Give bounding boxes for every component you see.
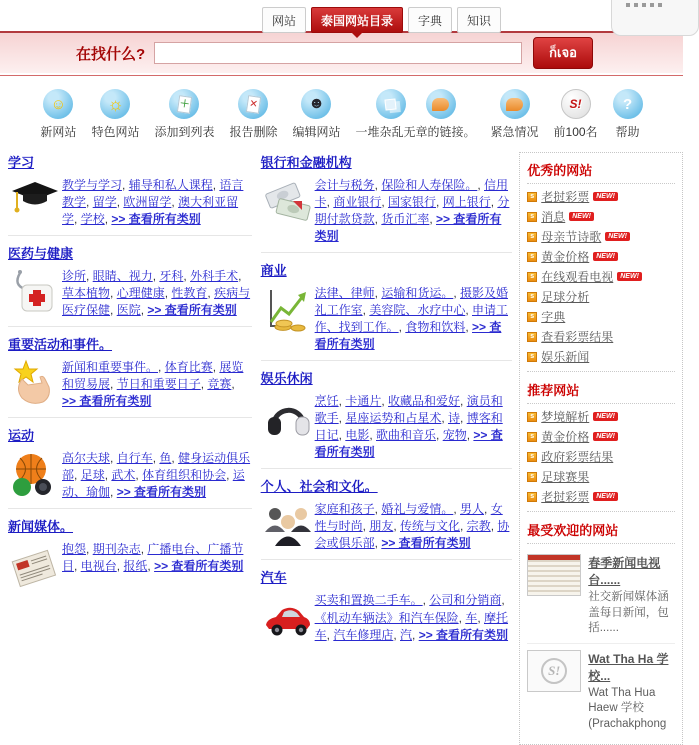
sidebar-link-item	[527, 468, 675, 485]
category-link[interactable]: 语言教学	[62, 178, 244, 210]
category-news-media	[8, 516, 252, 596]
tab-dictionary[interactable]: 字典	[408, 7, 452, 33]
links-pile-icon	[376, 89, 406, 119]
category-link[interactable]: 家庭和孩子	[314, 502, 375, 517]
sidebar	[519, 152, 683, 745]
sidebar-link-item	[527, 308, 675, 325]
category-link[interactable]: 疾病与医疗保健	[62, 286, 251, 318]
toolbar-item-icons	[154, 89, 214, 119]
medical-kit-icon	[8, 268, 62, 316]
car-icon	[261, 592, 315, 640]
category-links: 新闻和重要事件。, 体育比赛, 展览和贸易展, 节日和重要日子, 竞赛, >> 查看所有类别	[62, 360, 244, 409]
site-tabs	[262, 7, 501, 33]
sidebar-link-item	[527, 208, 675, 225]
see-all-categories-link[interactable]: >> 查看所有类别	[314, 212, 502, 244]
toolbar-item-label: 一堆杂乱无章的链接。	[355, 125, 476, 139]
new-badge: NEW!	[605, 232, 630, 241]
search-band	[0, 31, 683, 73]
banknotes-icon	[261, 177, 315, 225]
partial-text	[626, 3, 666, 7]
tab-websites[interactable]: 网站	[262, 7, 306, 33]
sidebar-link-item	[527, 228, 675, 245]
see-all-categories-link[interactable]: >> 查看所有类别	[314, 320, 502, 352]
toolbar-item-label: 编辑网站	[292, 125, 341, 139]
people-icon	[261, 501, 315, 549]
hand-star-icon	[8, 359, 62, 407]
sidebar-link[interactable]: 消息	[541, 210, 566, 224]
toolbar-item-featured-sites[interactable]	[91, 89, 139, 140]
category-link[interactable]: 运动、瑜伽	[62, 468, 245, 500]
category-link[interactable]: 申请工作、找到工作。	[314, 303, 509, 335]
top-tab-bar	[0, 0, 683, 31]
category-link[interactable]: 摄影及婚礼工作室	[314, 286, 509, 318]
category-link[interactable]: 节日和重要日子	[116, 377, 201, 392]
category-title-link[interactable]: 娱乐休闲	[260, 371, 313, 387]
site-bullet-icon: s	[527, 292, 537, 302]
see-all-categories-link[interactable]: >> 查看所有类别	[381, 536, 471, 551]
see-all-categories-link[interactable]: >> 查看所有类别	[418, 627, 509, 642]
sidebar-link-item	[527, 288, 675, 305]
site-bullet-icon: s	[527, 332, 537, 342]
category-link[interactable]: 美容院、水疗中心	[369, 303, 466, 318]
category-title-link[interactable]: 医药与健康	[8, 246, 74, 262]
category-link[interactable]: 学校	[80, 212, 105, 227]
category-link[interactable]: 摩托车	[314, 610, 509, 642]
edit-site-icon: ☻	[301, 89, 331, 119]
search-question-label: 在找什么?	[76, 45, 146, 63]
category-link[interactable]: 信用卡	[314, 178, 509, 210]
category-title-link[interactable]: 汽车	[260, 570, 287, 586]
help-icon: ?	[613, 89, 643, 119]
main-content	[0, 148, 683, 745]
sidebar-link-item	[527, 428, 675, 445]
category-link[interactable]: 运输和货运。	[381, 286, 454, 301]
category-link[interactable]: 高尔夫球	[62, 451, 111, 466]
category-banking-finance	[261, 152, 513, 253]
see-all-categories-link[interactable]: >> 查看所有类别	[62, 394, 152, 409]
s-logo: S!	[541, 658, 567, 684]
category-link[interactable]: 会计与税务	[314, 178, 375, 192]
category-link[interactable]: 电视台	[80, 559, 117, 574]
new-badge: NEW!	[593, 252, 618, 261]
category-link[interactable]: 女性与时尚	[314, 502, 503, 534]
dead-link-bubble-icon	[426, 89, 456, 119]
popular-site-spring-news-tv	[527, 548, 675, 644]
toolbar-item-label: 报告删除	[229, 125, 278, 139]
category-link[interactable]: 抱怨	[62, 542, 87, 557]
category-link[interactable]: 法律、律师	[314, 286, 375, 301]
site-bullet-icon: s	[527, 232, 537, 242]
new-badge: NEW!	[593, 432, 618, 441]
category-medicine-health	[8, 243, 252, 327]
featured-site-icon: ☼	[100, 89, 130, 119]
toolbar-item-report-removal[interactable]	[229, 89, 277, 140]
new-badge: NEW!	[593, 412, 618, 421]
toolbar-item-edit-site[interactable]	[292, 89, 340, 140]
category-body	[261, 177, 513, 245]
top100-icon: S!	[561, 89, 591, 119]
see-all-categories-link[interactable]: >> 查看所有类别	[314, 428, 503, 460]
category-link[interactable]: 展览和贸易展	[62, 360, 244, 392]
category-link[interactable]: 烹饪	[314, 394, 339, 409]
sidebar-link-item	[527, 268, 675, 285]
category-link[interactable]: 牙科	[159, 269, 184, 284]
news-site-thumbnail[interactable]	[527, 554, 581, 596]
site-bullet-icon: s	[527, 212, 537, 222]
add-to-list-icon: ＋	[169, 89, 199, 119]
sidebar-link-item	[527, 248, 675, 265]
category-link[interactable]: 歌曲和音乐	[376, 428, 437, 443]
category-body	[261, 393, 513, 461]
category-link[interactable]: 商业银行	[333, 195, 382, 210]
category-link[interactable]: 澳大利亚留学	[62, 195, 239, 227]
category-link[interactable]: 汽	[400, 627, 413, 642]
toolbar-item-label: 特色网站	[91, 125, 140, 139]
site-bullet-icon: s	[527, 252, 537, 262]
sidebar-section-title: 最受欢迎的网站	[527, 517, 675, 544]
category-link[interactable]: 新闻和重要事件。	[62, 360, 159, 375]
category-links: 高尔夫球, 自行车, 鱼, 健身运动俱乐部, 足球, 武术, 体育组织和协会, 运动、瑜伽, >> 查看所有类别	[62, 451, 251, 500]
category-body	[8, 177, 252, 228]
site-bullet-icon: s	[527, 352, 537, 362]
category-links: 家庭和孩子, 婚礼与爱情。, 男人, 女性与时尚, 朋友, 传统与文化, 宗教, 协会或俱乐部, >> 查看所有类别	[314, 502, 510, 551]
sidebar-link[interactable]: 黄金价格	[541, 430, 590, 444]
graduation-cap-icon	[8, 177, 62, 225]
popular-site-desc: 社交新闻媒体涵盖每日新闻，包括......	[588, 591, 669, 635]
toolbar-item-icons	[40, 89, 76, 119]
popular-site-wat-tha-ha-school	[527, 644, 675, 739]
category-link[interactable]: 辅导和私人课程	[128, 178, 213, 192]
category-link[interactable]: 货币汇率	[381, 212, 430, 227]
sidebar-section-most-popular-sites	[527, 511, 675, 738]
category-link[interactable]: 教学与学习	[62, 178, 123, 192]
category-link[interactable]: 期刊杂志	[92, 542, 141, 557]
toolbar-item-icons	[356, 89, 476, 119]
see-all-categories-link[interactable]: >> 查看所有类别	[116, 485, 207, 500]
category-link[interactable]: 体育组织和协会	[142, 468, 227, 483]
category-entertainment	[261, 368, 513, 469]
toolbar-item-icons	[613, 89, 643, 119]
headphones-icon	[261, 393, 315, 441]
category-link[interactable]: 眼睛、视力	[92, 269, 153, 284]
category-links: 教学与学习, 辅导和私人课程, 语言教学, 留学, 欧洲留学, 澳大利亚留学, 学校, >> 查看所有类别	[62, 178, 244, 227]
category-link[interactable]: 保险和人寿保险。	[381, 178, 478, 192]
category-link[interactable]: 公司和分销商	[429, 593, 502, 608]
site-bullet-icon: s	[527, 432, 537, 442]
sidebar-link[interactable]: 足球赛果	[541, 470, 590, 484]
site-bullet-icon: s	[527, 412, 537, 422]
toolbar-item-icons	[91, 89, 139, 119]
toolbar-item-icons	[491, 89, 539, 119]
category-link[interactable]: 买卖和置换二手车。	[314, 593, 423, 608]
category-link[interactable]: 自行车	[116, 451, 153, 466]
category-link[interactable]: 竞赛	[207, 377, 232, 392]
category-link[interactable]: 报纸	[123, 559, 148, 574]
report-delete-icon: ✕	[238, 89, 268, 119]
toolbar-item-add-to-list[interactable]	[154, 89, 214, 140]
category-automotive	[261, 567, 513, 650]
category-link[interactable]: 分期付款贷款	[314, 195, 510, 227]
category-business	[261, 260, 513, 361]
category-link[interactable]: 草本植物	[62, 286, 111, 301]
category-link[interactable]: 婚礼与爱情。	[381, 502, 454, 517]
category-link[interactable]: 网上银行	[442, 195, 491, 210]
category-link[interactable]: 卡通片	[345, 394, 382, 409]
sidebar-link-item	[527, 448, 675, 465]
site-bullet-icon: s	[527, 192, 537, 202]
toolbar-item-label: 前100名	[553, 125, 598, 139]
sidebar-link[interactable]: 母亲节诗歌	[541, 230, 602, 244]
top-right-partial-panel[interactable]	[611, 0, 699, 36]
sidebar-link[interactable]: 政府彩票结果	[541, 450, 614, 464]
new-site-icon: ☺	[43, 89, 73, 119]
category-body	[8, 359, 252, 410]
category-links: 烹饪, 卡通片, 收藏品和爱好, 演员和歌手, 星座运势和占星术, 诗, 博客和日记, 电影, 歌曲和音乐, 宠物, >> 查看所有类别	[314, 394, 503, 460]
toolbar-item-label: 新网站	[40, 125, 77, 139]
category-body	[8, 541, 252, 589]
sidebar-link[interactable]: 梦境解析	[541, 410, 590, 424]
category-link[interactable]: 欧洲留学	[123, 195, 172, 210]
category-title-link[interactable]: 学习	[8, 155, 35, 170]
category-link[interactable]: 诗	[448, 411, 461, 426]
sidebar-link-item	[527, 188, 675, 205]
category-link[interactable]: 健身运动俱乐部	[62, 451, 251, 483]
toolbar-item-label: 帮助	[615, 125, 640, 139]
category-title-link[interactable]: 银行和金融机构	[260, 155, 352, 170]
category-link[interactable]: 男人	[460, 502, 485, 517]
quick-links-toolbar	[0, 76, 683, 148]
toolbar-item-label: 添加到列表	[154, 125, 215, 139]
see-all-categories-link[interactable]: >> 查看所有类别	[111, 212, 201, 227]
toolbar-item-messy-links[interactable]	[356, 89, 476, 140]
category-body	[261, 285, 513, 353]
category-link[interactable]: 诊所	[62, 269, 87, 284]
tab-thai-site-directory[interactable]: 泰国网站目录	[311, 7, 403, 33]
toolbar-item-help[interactable]	[613, 89, 643, 140]
category-link[interactable]: 性教育	[171, 286, 208, 301]
category-column-middle	[261, 152, 513, 658]
category-link[interactable]: 宠物	[442, 428, 467, 443]
category-link[interactable]: 留学	[92, 195, 117, 210]
toolbar-item-icons	[554, 89, 598, 119]
category-link[interactable]: 朋友	[369, 519, 394, 534]
site-bullet-icon: s	[527, 452, 537, 462]
search-input[interactable]	[154, 42, 522, 64]
new-badge: NEW!	[569, 212, 594, 221]
popular-site-text	[588, 554, 675, 637]
tab-knowledge[interactable]: 知识	[457, 7, 501, 33]
toolbar-item-label: 紧急情况	[490, 125, 539, 139]
category-link[interactable]: 传统与文化	[400, 519, 461, 534]
new-badge: NEW!	[617, 272, 642, 281]
sidebar-section-excellent-sites	[527, 157, 675, 365]
category-link[interactable]: 收藏品和爱好	[388, 394, 461, 409]
category-link[interactable]: 心理健康	[116, 286, 165, 301]
category-study	[8, 152, 252, 236]
site-bullet-icon: s	[527, 472, 537, 482]
search-submit-button[interactable]: ก็เจอ	[533, 37, 593, 69]
s-logo-thumbnail[interactable]	[527, 650, 581, 692]
popular-site-title[interactable]: Wat Tha Ha 学校...	[588, 651, 669, 683]
category-society-culture	[261, 476, 513, 560]
category-link[interactable]: 武术	[111, 468, 136, 483]
sidebar-link-item	[527, 488, 675, 505]
popular-site-desc: Wat Tha Hua Haew 学校 (Prachakphong	[588, 686, 667, 730]
sidebar-link[interactable]: 在线观看电视	[541, 270, 614, 284]
category-body	[261, 592, 513, 643]
new-badge: NEW!	[593, 192, 618, 201]
urgent-bubble-icon	[500, 89, 530, 119]
sidebar-link[interactable]: 足球分析	[541, 290, 590, 304]
sidebar-link-item	[527, 328, 675, 345]
category-sports	[8, 425, 252, 509]
category-links: 诊所, 眼睛、视力, 牙科, 外科手术, 草本植物, 心理健康, 性教育, 疾病与医疗保健, 医院, >> 查看所有类别	[62, 269, 251, 318]
category-link[interactable]: 《机动车辆法》和汽车保险	[314, 610, 459, 625]
site-bullet-icon: s	[527, 312, 537, 322]
category-link[interactable]: 足球	[80, 468, 105, 483]
category-column-left	[8, 152, 252, 603]
category-title-link[interactable]: 运动	[8, 428, 35, 444]
toolbar-item-top-100[interactable]	[554, 89, 598, 140]
category-link[interactable]: 鱼	[159, 451, 172, 466]
sidebar-section-title: 推荐网站	[527, 377, 675, 404]
category-link[interactable]: 协会或俱乐部	[314, 519, 510, 551]
sidebar-link-item	[527, 408, 675, 425]
category-link[interactable]: 国家银行	[388, 195, 437, 210]
category-link[interactable]: 宗教	[466, 519, 491, 534]
sidebar-link[interactable]: 老挝彩票	[541, 490, 590, 504]
toolbar-item-urgent[interactable]	[491, 89, 539, 140]
chart-coins-icon	[261, 285, 315, 333]
sidebar-link[interactable]: 字典	[541, 310, 566, 324]
category-link[interactable]: 车	[465, 610, 478, 625]
category-title-link[interactable]: 新闻媒体。	[8, 519, 74, 535]
category-link[interactable]: 食物和饮料	[405, 320, 466, 335]
sidebar-link-item	[527, 348, 675, 365]
toolbar-item-icons	[229, 89, 277, 119]
category-body	[261, 501, 513, 552]
sidebar-link[interactable]: 查看彩票结果	[541, 330, 614, 344]
sidebar-section-recommended-sites	[527, 371, 675, 505]
basketball-icon	[8, 450, 62, 498]
category-links: 会计与税务, 保险和人寿保险。, 信用卡, 商业银行, 国家银行, 网上银行, 分期付款贷款, 货币汇率, >> 查看所有类别	[314, 178, 510, 244]
category-link[interactable]: 体育比赛	[164, 360, 213, 375]
toolbar-item-icons	[292, 89, 340, 119]
newspaper-icon	[8, 541, 62, 589]
sidebar-link[interactable]: 老挝彩票	[541, 190, 590, 204]
category-link[interactable]: 星座运势和占星术	[345, 411, 442, 426]
category-link[interactable]: 外科手术	[190, 269, 239, 284]
category-events	[8, 334, 252, 418]
toolbar-item-new-sites[interactable]	[40, 89, 76, 140]
new-badge: NEW!	[593, 492, 618, 501]
category-title-link[interactable]: 个人、社会和文化。	[260, 479, 378, 495]
site-bullet-icon: s	[527, 492, 537, 502]
category-link[interactable]: 汽车修理店	[333, 627, 394, 642]
category-link[interactable]: 演员和歌手	[314, 394, 503, 426]
category-link[interactable]: 广播电台、广播节目	[62, 542, 244, 574]
category-link[interactable]: 博客和日记	[314, 411, 503, 443]
popular-site-text	[588, 650, 675, 733]
sidebar-link[interactable]: 黄金价格	[541, 250, 590, 264]
category-links: 法律、律师, 运输和货运。, 摄影及婚礼工作室, 美容院、水疗中心, 申请工作、找到工作。, 食物和饮料, >> 查看所有类别	[314, 286, 509, 352]
sidebar-section-title: 优秀的网站	[527, 157, 675, 184]
category-links: 抱怨, 期刊杂志, 广播电台、广播节目, 电视台, 报纸, >> 查看所有类别	[62, 542, 244, 574]
see-all-categories-link[interactable]: >> 查看所有类别	[147, 303, 237, 318]
category-link[interactable]: 医院	[116, 303, 141, 318]
category-body	[8, 268, 252, 319]
category-title-link[interactable]: 商业	[260, 263, 287, 279]
see-all-categories-link[interactable]: >> 查看所有类别	[154, 559, 244, 574]
category-body	[8, 450, 252, 501]
category-link[interactable]: 电影	[345, 428, 370, 443]
category-title-link[interactable]: 重要活动和事件。	[8, 337, 113, 353]
sidebar-link[interactable]: 娱乐新闻	[541, 350, 590, 364]
site-bullet-icon: s	[527, 272, 537, 282]
category-links: 买卖和置换二手车。, 公司和分销商, 《机动车辆法》和汽车保险, 车, 摩托车, 汽车修理店, 汽, >> 查看所有类别	[314, 593, 509, 642]
popular-site-title[interactable]: 春季新闻电视台......	[588, 556, 661, 587]
